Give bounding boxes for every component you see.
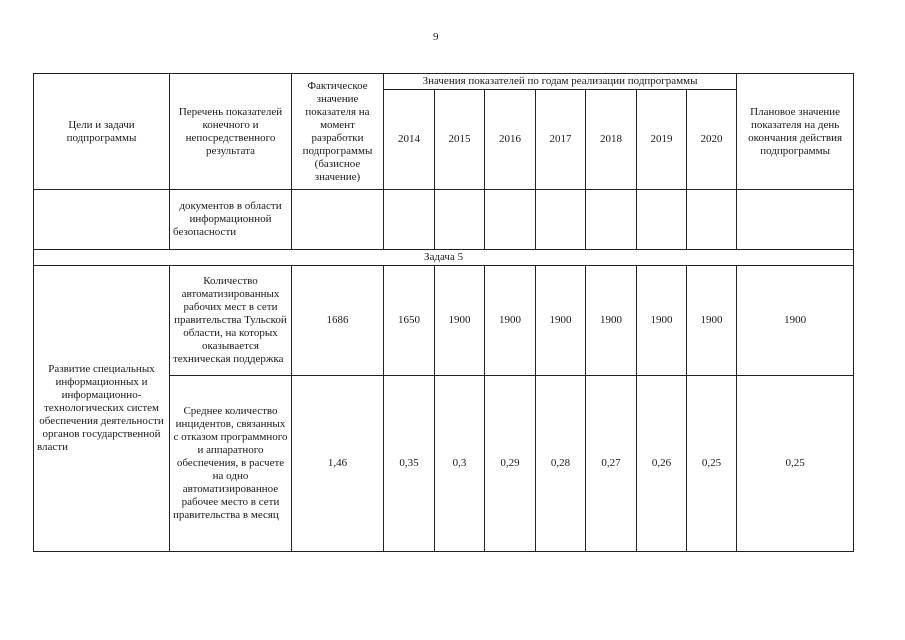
header-actual: Фактическое значение показателя на момент разработки подпрограммы (базисное значение)	[292, 74, 384, 190]
continuation-goal-cell	[34, 190, 170, 250]
year-value: 0,3	[435, 376, 485, 552]
empty-cell	[637, 190, 687, 250]
indicator-cell: Количество автоматизированных рабочих мест в сети правительства Тульской области, на которых оказывается техническая поддержка	[170, 266, 292, 376]
empty-cell	[737, 190, 854, 250]
year-value: 0,29	[485, 376, 536, 552]
year-value: 1900	[687, 266, 737, 376]
indicators-table	[33, 73, 854, 552]
header-year: 2016	[485, 90, 536, 190]
year-value: 1900	[536, 266, 586, 376]
empty-cell	[536, 190, 586, 250]
year-value: 0,35	[384, 376, 435, 552]
header-years-group: Значения показателей по годам реализации подпрограммы	[384, 74, 737, 90]
year-value: 0,28	[536, 376, 586, 552]
year-value: 0,26	[637, 376, 687, 552]
year-value: 1900	[485, 266, 536, 376]
planned-value: 1900	[737, 266, 854, 376]
year-value: 1650	[384, 266, 435, 376]
page-number: 9	[433, 31, 439, 43]
table-row	[34, 266, 854, 376]
header-year: 2014	[384, 90, 435, 190]
year-value: 0,25	[687, 376, 737, 552]
empty-cell	[485, 190, 536, 250]
header-year: 2015	[435, 90, 485, 190]
continuation-row	[34, 190, 854, 250]
year-value: 0,27	[586, 376, 637, 552]
empty-cell	[687, 190, 737, 250]
header-row-1	[34, 74, 854, 90]
empty-cell	[292, 190, 384, 250]
indicator-cell: Среднее количество инцидентов, связанных с отказом программного и аппаратного обеспечения, в расчете на одно автоматизированное рабочее место в сети правительства в месяц	[170, 376, 292, 552]
empty-cell	[384, 190, 435, 250]
header-indicators: Перечень показателей конечного и непосредственного результата	[170, 74, 292, 190]
header-year: 2017	[536, 90, 586, 190]
task-label: Задача 5	[34, 250, 854, 266]
header-planned: Плановое значение показателя на день окончания действия подпрограммы	[737, 74, 854, 190]
year-value: 1900	[586, 266, 637, 376]
empty-cell	[435, 190, 485, 250]
header-year: 2018	[586, 90, 637, 190]
planned-value: 0,25	[737, 376, 854, 552]
actual-value: 1686	[292, 266, 384, 376]
continuation-indicator: документов в области информационной безопасности	[170, 190, 292, 250]
year-value: 1900	[637, 266, 687, 376]
header-year: 2019	[637, 90, 687, 190]
goal-cell: Развитие специальных информационных и информационно-технологических систем обеспечения деятельности органов государственной власти	[34, 266, 170, 552]
empty-cell	[586, 190, 637, 250]
header-year: 2020	[687, 90, 737, 190]
actual-value: 1,46	[292, 376, 384, 552]
task-row	[34, 250, 854, 266]
header-goals: Цели и задачи подпрограммы	[34, 74, 170, 190]
year-value: 1900	[435, 266, 485, 376]
